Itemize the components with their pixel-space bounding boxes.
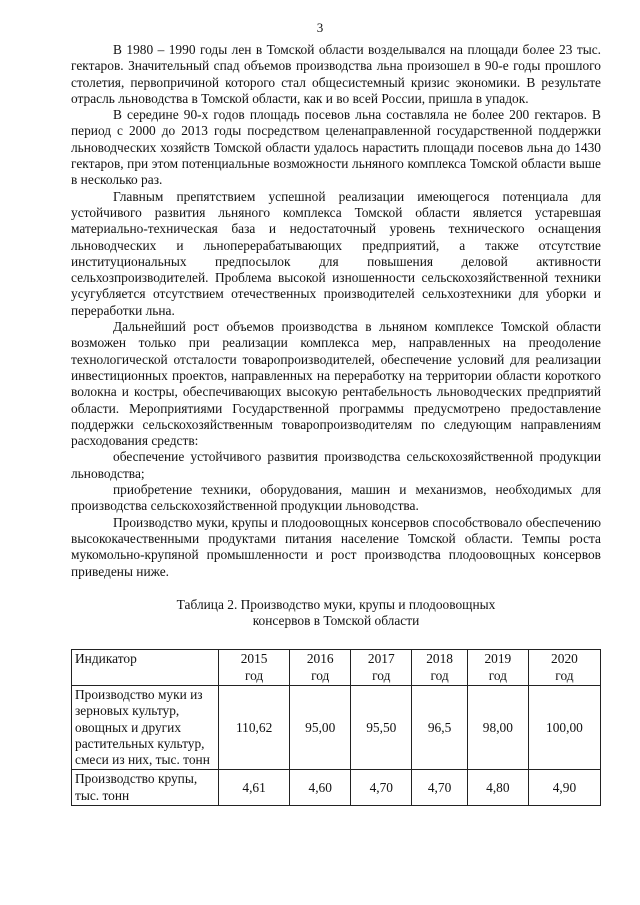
header-year-value: 2016 (306, 651, 334, 667)
header-year-value: 2019 (484, 651, 512, 667)
table-row (72, 685, 601, 769)
header-year-unit: год (488, 667, 507, 683)
table-cell: 4,70 (351, 770, 412, 806)
paragraph-1: В 1980 – 1990 годы лен в Томской области возделывался на площади более 23 тыс. гектаров. Значительный спад объемов производства льна произошел в 90-е годы прошлого столетия, первопричиной которого стал общесистемный кризис экономики. В результате отрасль льноводства в Томской области, как и во всей России, пришла в упадок. (71, 42, 601, 106)
production-table (71, 649, 601, 806)
header-year-unit: год (311, 667, 330, 683)
table-header-row (72, 650, 601, 686)
table-cell: 98,00 (467, 685, 528, 769)
header-year-unit: год (372, 667, 391, 683)
header-year-unit: год (244, 667, 264, 683)
table-cell: 95,00 (290, 685, 351, 769)
header-year-value: 2015 (240, 651, 268, 667)
table-cell: 4,80 (467, 770, 528, 806)
document-body (71, 42, 601, 806)
header-year (351, 650, 412, 686)
paragraph-4: Дальнейший рост объемов производства в льняном комплексе Томской области возможен только при реализации комплекса мер, направленных на преодоление технологической отсталости товаропроизводителей, обеспечение условий для реализации инвестиционных проектов, направленных на переработку на территории области короткого волокна и костры, обеспечивающих высокую рентабельность льноводческих предприятий области. Мероприятиями Государственной программы предусмотрено предоставление поддержки сельскохозяйственным товаропроизводителям по следующим направлениям расходования средств: (71, 319, 601, 449)
header-year (290, 650, 351, 686)
list-item-1: обеспечение устойчивого развития производства сельскохозяйственной продукции льноводства; (71, 449, 601, 481)
table-cell: 4,90 (528, 770, 600, 806)
header-year-value: 2020 (551, 651, 578, 667)
header-year-unit: год (555, 667, 574, 683)
table-cell: 4,70 (412, 770, 468, 806)
header-year (528, 650, 600, 686)
row-indicator: Производство муки из зерновых культур, овощных и других растительных культур, смеси из них, тыс. тонн (72, 685, 219, 769)
header-indicator: Индикатор (72, 650, 219, 686)
table-cell: 100,00 (528, 685, 600, 769)
row-indicator: Производство крупы, тыс. тонн (72, 770, 219, 806)
paragraph-3: Главным препятствием успешной реализации имеющегося потенциала для устойчивого развития льняного комплекса Томской области является устаревшая материально-техническая база и недостаточный уровень технического оснащения льноводческих и льноперерабатывающих предприятий, а также отсутствие институциональных предпосылок для повышения деловой активности сельхозпроизводителей. Проблема высокой изношенности сельскохозяйственной техники усугубляется отсутствием отечественных производителей сельхозтехники для уборки и переработки льна. (71, 188, 601, 318)
list-item-2: приобретение техники, оборудования, машин и механизмов, необходимых для производства сельскохозяйственной продукции льноводства. (71, 482, 601, 514)
header-year-value: 2018 (426, 651, 453, 667)
paragraph-5: Производство муки, крупы и плодоовощных консервов способствовало обеспечению высококачественными продуктами питания население Томской области. Темпы роста мукомольно-крупяной промышленности и рост производства плодоовощных консервов приведены ниже. (71, 514, 601, 579)
table-cell: 95,50 (351, 685, 412, 769)
header-year (412, 650, 468, 686)
page-number: 3 (316, 20, 324, 35)
table-row (72, 770, 601, 806)
header-year (219, 650, 290, 686)
table-cell: 4,60 (290, 770, 351, 806)
header-year (467, 650, 528, 686)
table-cell: 4,61 (219, 770, 290, 806)
table-cell: 110,62 (219, 685, 290, 769)
table-caption (71, 597, 601, 630)
header-year-value: 2017 (367, 651, 395, 667)
table-cell: 96,5 (412, 685, 468, 769)
paragraph-2: В середине 90-х годов площадь посевов льна составляла не более 200 гектаров. В период с 2000 до 2013 годы посредством целенаправленной государственной поддержки льноводческих хозяйств Томской области удалось нарастить площади посевов льна до 1430 гектаров, при этом потенциальные возможности льняного комплекса Томской области выше в несколько раз. (71, 107, 601, 188)
table-caption-line-2: консервов в Томской области (252, 613, 420, 629)
table-caption-line-1: Таблица 2. Производство муки, крупы и плодоовощных (176, 596, 496, 612)
header-year-unit: год (430, 667, 449, 683)
